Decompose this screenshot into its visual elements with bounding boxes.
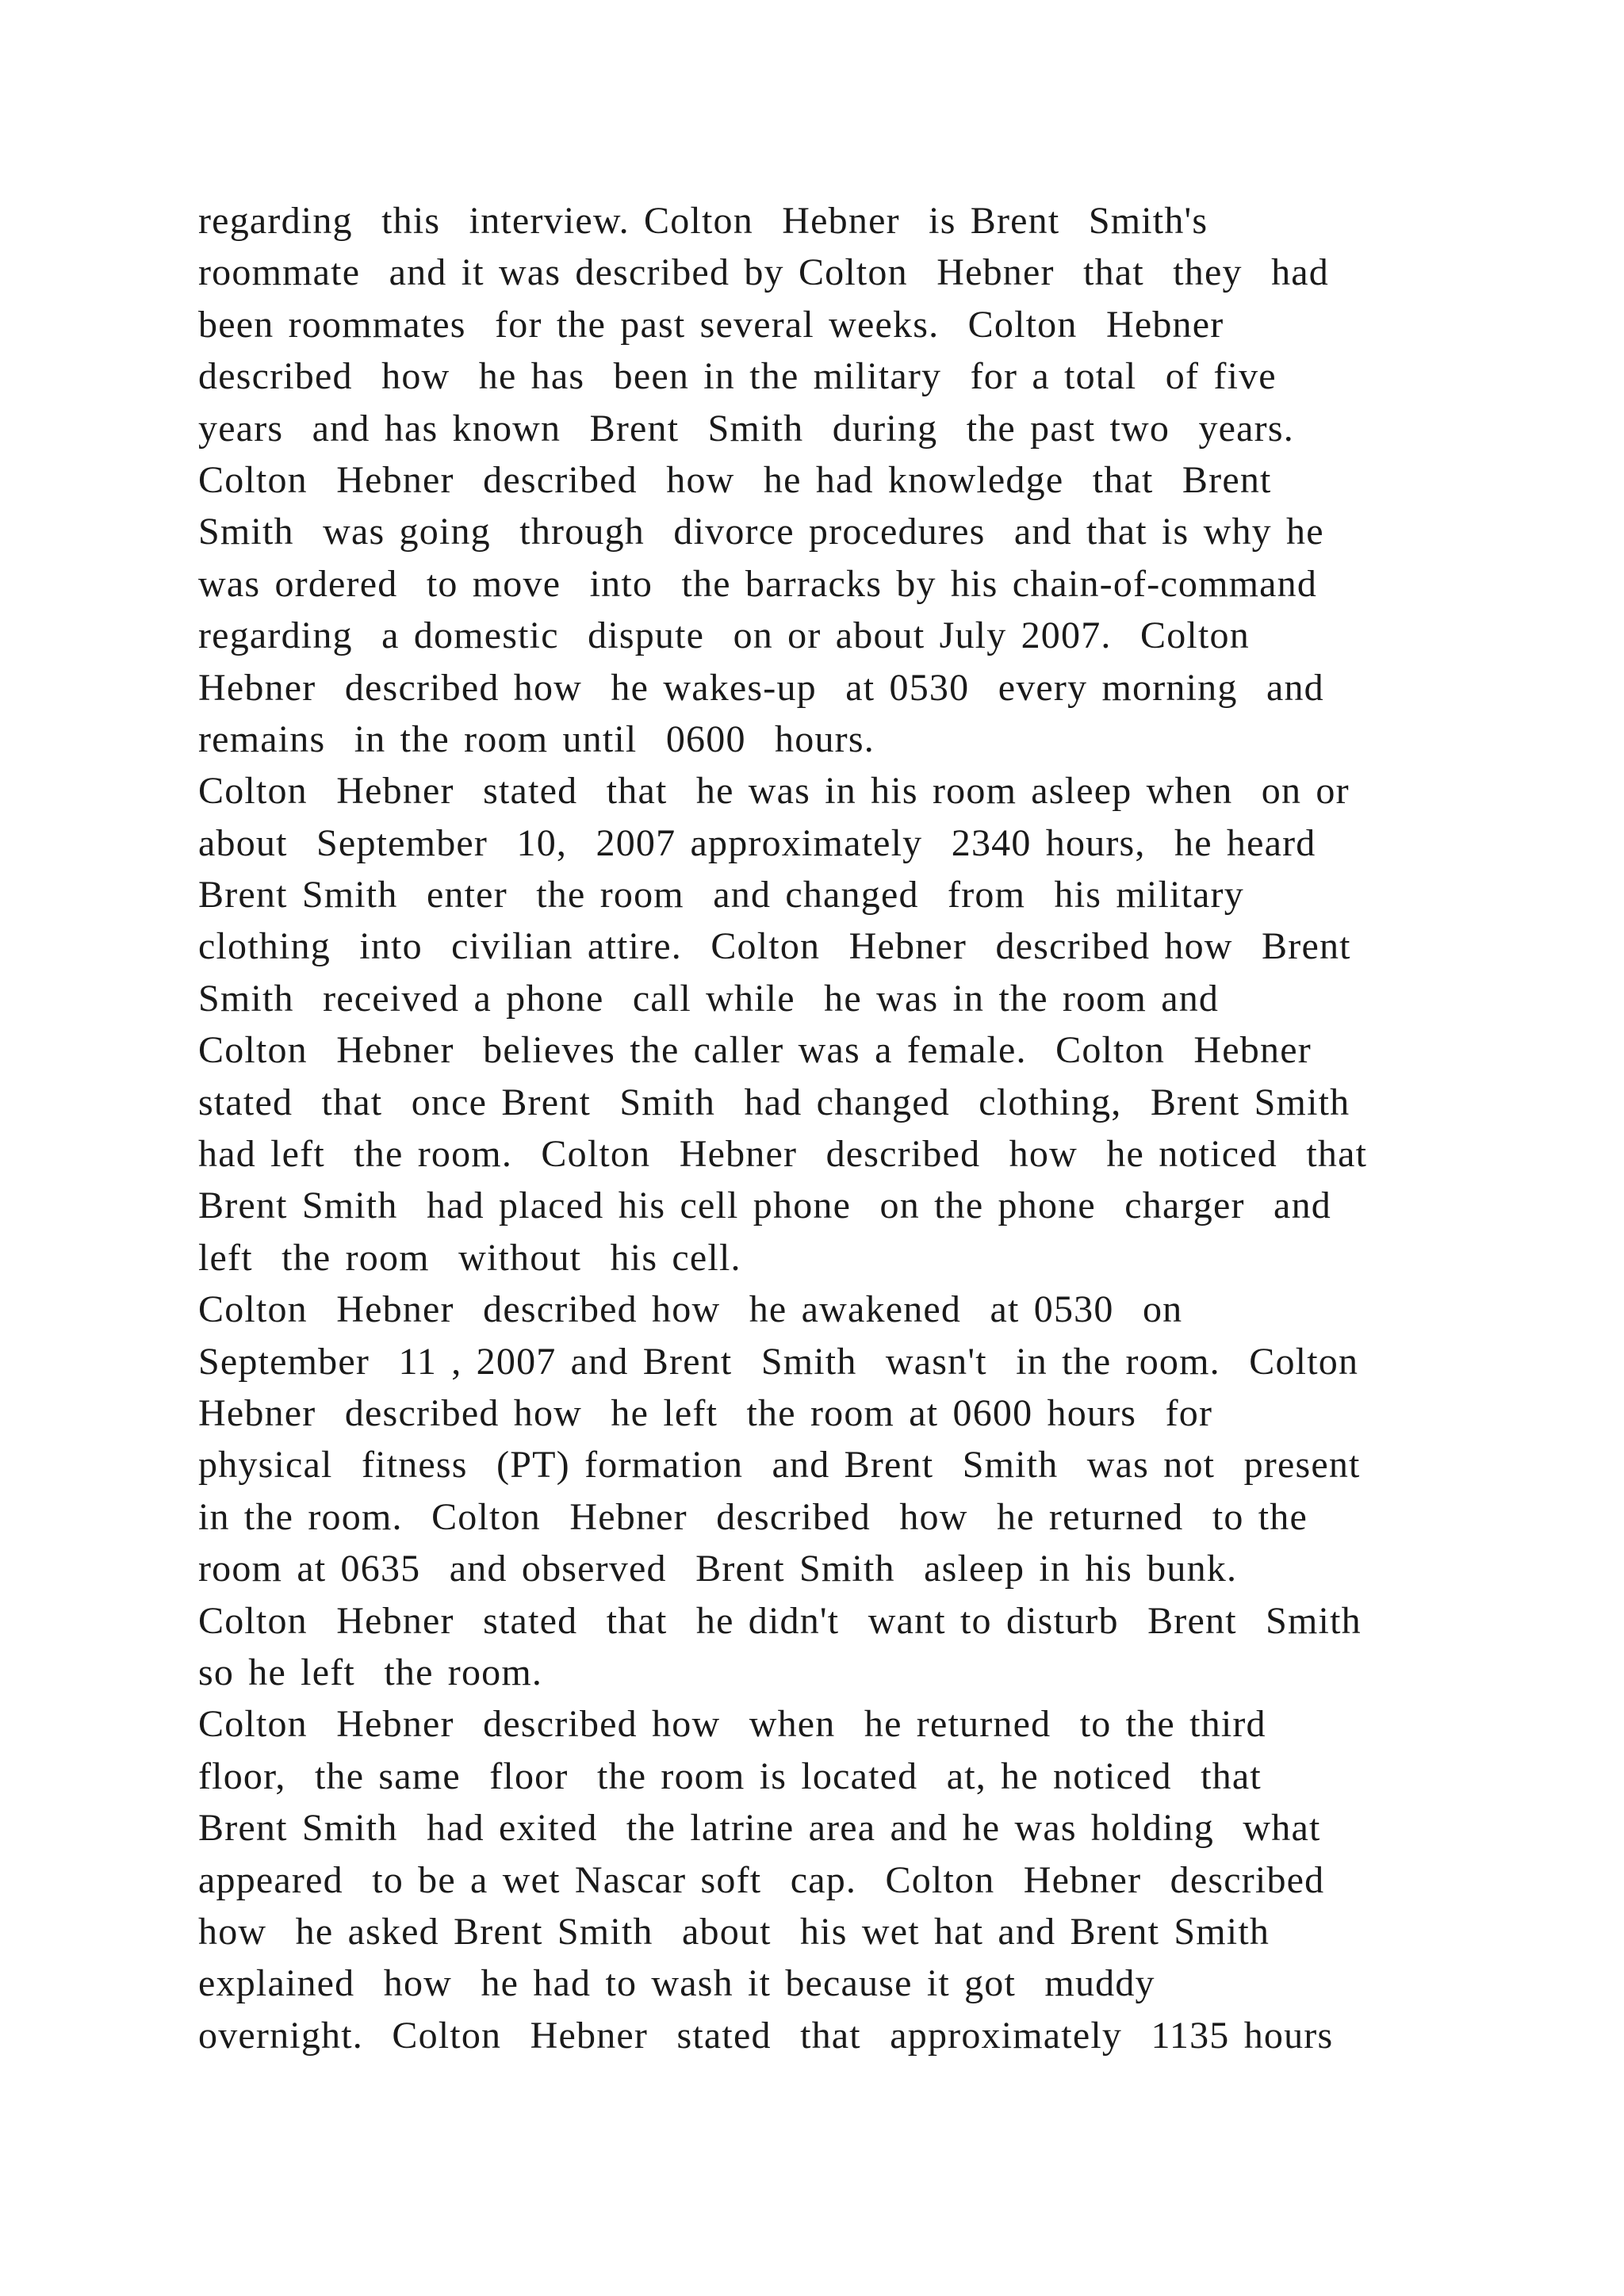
text-line: Brent Smith had placed his cell phone on the phone charger and xyxy=(198,1184,1331,1227)
text-line: September 11 , 2007 and Brent Smith wasn't in the room. Colton xyxy=(198,1340,1359,1383)
text-line: been roommates for the past several weeks. Colton Hebner xyxy=(198,303,1224,346)
text-line: explained how he had to wash it because it got muddy xyxy=(198,1962,1155,2005)
text-line: regarding a domestic dispute on or about July 2007. Colton xyxy=(198,614,1250,657)
text-line: roommate and it was described by Colton Hebner that they had xyxy=(198,251,1330,294)
text-line: left the room without his cell. xyxy=(198,1236,741,1279)
text-line: how he asked Brent Smith about his wet hat and Brent Smith xyxy=(198,1910,1270,1953)
text-line: floor, the same floor the room is located at, he noticed that xyxy=(198,1755,1262,1797)
text-line: regarding this interview. Colton Hebner is Brent Smith's xyxy=(198,200,1208,242)
text-line: Colton Hebner described how when he returned to the third xyxy=(198,1703,1266,1746)
text-line: Colton Hebner stated that he was in his room asleep when on or xyxy=(198,770,1350,813)
text-line: Smith was going through divorce procedures and that is why he xyxy=(198,511,1324,553)
text-line: remains in the room until 0600 hours. xyxy=(198,718,875,760)
text-line: had left the room. Colton Hebner described how he noticed that xyxy=(198,1133,1368,1176)
text-line: Colton Hebner described how he awakened at 0530 on xyxy=(198,1288,1183,1331)
text-line: about September 10, 2007 approximately 2340 hours, he heard xyxy=(198,821,1316,864)
document-body-text xyxy=(198,195,1435,2061)
text-line: clothing into civilian attire. Colton Hebner described how Brent xyxy=(198,925,1351,968)
text-line: appeared to be a wet Nascar soft cap. Colton Hebner described xyxy=(198,1858,1325,1901)
text-line: Brent Smith enter the room and changed from his military xyxy=(198,874,1244,916)
text-line: Smith received a phone call while he was in the room and xyxy=(198,977,1220,1020)
text-line: Hebner described how he left the room at 0600 hours for xyxy=(198,1391,1213,1434)
text-line: Colton Hebner stated that he didn't want to disturb Brent Smith xyxy=(198,1599,1362,1642)
text-line: overnight. Colton Hebner stated that approximately 1135 hours xyxy=(198,2014,1334,2057)
text-line: Hebner described how he wakes-up at 0530 every morning and xyxy=(198,666,1324,709)
text-line: Colton Hebner described how he had knowledge that Brent xyxy=(198,458,1272,501)
text-line: years and has known Brent Smith during the past two years. xyxy=(198,407,1294,450)
text-line: in the room. Colton Hebner described how he returned to the xyxy=(198,1495,1308,1538)
text-line: stated that once Brent Smith had changed clothing, Brent Smith xyxy=(198,1081,1350,1123)
text-line: so he left the room. xyxy=(198,1651,543,1693)
text-line: physical fitness (PT) formation and Brent Smith was not present xyxy=(198,1444,1361,1487)
text-line: Brent Smith had exited the latrine area and he was holding what xyxy=(198,1807,1321,1850)
text-line: was ordered to move into the barracks by his chain-of-command xyxy=(198,562,1318,605)
text-line: room at 0635 and observed Brent Smith asleep in his bunk. xyxy=(198,1548,1238,1590)
text-line: described how he has been in the military for a total of five xyxy=(198,355,1277,398)
text-line: Colton Hebner believes the caller was a female. Colton Hebner xyxy=(198,1029,1312,1072)
